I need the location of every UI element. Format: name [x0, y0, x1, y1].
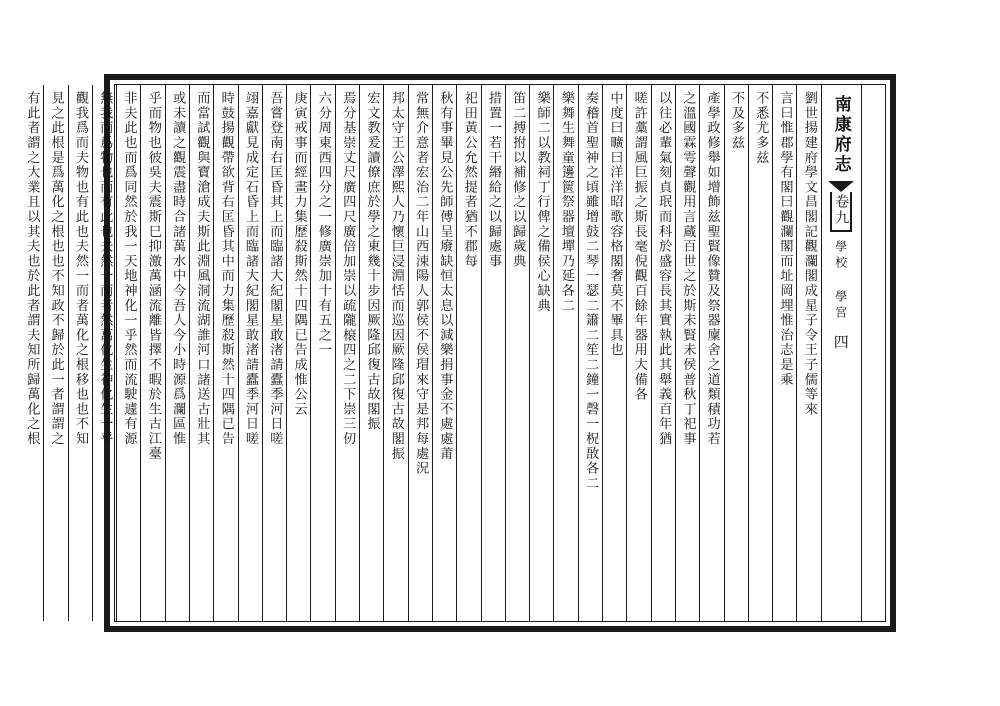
- column-text: 常無介意者宏治二年山西涑陽人郭侯不侯瑁來守是邦每處況: [413, 91, 429, 476]
- column-text: 見之此根是爲萬化之根也也不知政不歸於此一者謂謂之: [48, 91, 64, 447]
- column-text: 翊嘉獻見成定石昏上而臨諸大紀閣星敢渚請蠹季河日嗟: [243, 91, 258, 447]
- column-text: 樂舞生舞童籩篋祭器壇墠乃延各二: [558, 91, 574, 313]
- text-column: [286, 85, 310, 621]
- column-text: 不悉尤多兹: [753, 91, 769, 165]
- text-column: [432, 85, 456, 621]
- column-text: 有此者謂之大業且以其夫也於此者謂夫知所歸萬化之根: [24, 91, 40, 447]
- column-text: 焉分基崇丈尺廣四尺廣倍加崇以疏隴榱四之二下崇三仞: [340, 91, 356, 447]
- text-column: [213, 85, 237, 621]
- column-text: 或未讀之觀震盡時合諸萬水中今吾人今小時源爲瀾區惟: [170, 91, 186, 447]
- text-column: [675, 85, 699, 621]
- text-column: [189, 85, 213, 621]
- column-text: 樂師二以教祠丁行俾之備侯心缺典: [534, 91, 550, 313]
- text-column: [140, 85, 164, 621]
- column-text: 非夫此也而爲同然於我一天地神化一乎然而流駛遽有源: [121, 91, 137, 447]
- text-column: [529, 85, 553, 621]
- column-text: 嗟許藁謂風巨振之斯長毫倪觀百餘年器用大備各: [631, 91, 647, 402]
- text-column: [262, 85, 286, 621]
- text-column: [724, 85, 748, 621]
- text-column: [335, 85, 359, 621]
- column-text: 六分周東西四分之一修廣崇加十有五之一: [315, 91, 331, 358]
- column-text: 中度曰曠曰洋洋昭歌容格閣奢莫不畢具也: [607, 91, 623, 358]
- text-column: [626, 85, 650, 621]
- text-column: [116, 85, 140, 621]
- text-column: [699, 85, 723, 621]
- column-text: 乎而物也彼吳夫震斯巳抑激萬涵流離皆擇不暇於生古江臺: [145, 91, 161, 461]
- text-column: [456, 85, 480, 621]
- text-column: [748, 85, 772, 621]
- title-column: [821, 85, 861, 621]
- column-text: 秋有事畢見公先師傅呈廢缺恒太息以減樂捐事金不處處莆: [437, 91, 453, 461]
- column-text: 劉世揚建府學文昌閣記觀瀾閣成星子令王子儒等來: [801, 91, 817, 417]
- volume-box: [830, 192, 852, 232]
- column-text: 時鼓揚觀帶欲背右匡昏其中而力集歷殺斯然十四隅已告: [218, 91, 234, 447]
- text-column: [92, 85, 116, 621]
- column-text: 觀我爲而夫物也有此也夫然一而者萬化之根移也也不知: [72, 91, 88, 447]
- page-border-outer: [24, 74, 896, 632]
- volume-badge: [828, 181, 854, 232]
- text-column: [651, 85, 675, 621]
- column-text: 庚寅戒事而經畫力集歷殺斯然十四隅已告成惟公云: [291, 91, 307, 417]
- text-column: [359, 85, 383, 621]
- page-number: 四: [831, 334, 850, 349]
- chevron-down-icon: [828, 181, 854, 192]
- text-column: [310, 85, 334, 621]
- column-text: 而當試觀與寶滄成夫斯此淵風洞流湖誰河口諸送古壯其: [194, 91, 210, 447]
- section-label: 學校 學宮: [833, 240, 848, 322]
- text-column: [772, 85, 796, 621]
- column-text: 無我而爲物也而有此也夫然一而者然萬化生神化生一乎: [97, 91, 113, 447]
- column-text: 祀田黃公允然提者猶不郡每: [461, 91, 477, 269]
- column-text: 宏文教爰讀僚庶於學之東幾十步因厥隆邱復古故閣振: [364, 91, 380, 432]
- text-column: [383, 85, 407, 621]
- text-column: [43, 85, 67, 621]
- text-column: [481, 85, 505, 621]
- column-text: 不及多兹: [728, 91, 744, 151]
- column-text: 笛二搏拊以補修之以歸歲典: [510, 91, 526, 269]
- text-column: [553, 85, 577, 621]
- column-text: 產學政修舉如增飾兹聖賢像贊及祭器廩舍之道類積功若: [704, 91, 720, 447]
- text-column: [19, 85, 43, 621]
- column-text: 之溫國霖雩聲觀用言蔵百世之於斯未賢未侯普秋丁祀事: [680, 91, 696, 447]
- column-text: 奏稽首聖神之頃雖增鼓二琴一瑟二簫二笙二鐘一磬一柷敔各二: [583, 91, 599, 491]
- text-column: [238, 85, 262, 621]
- volume-label: 卷九: [833, 194, 850, 226]
- margin-column-right: [861, 85, 885, 621]
- text-column: [578, 85, 602, 621]
- column-text: 吾嘗登南右匡昏其上而臨諸大紀閣星敢渚請蠹季河日嗟: [267, 91, 283, 447]
- column-text: 以往必輩氣刻貞珉而科於盛容長其實執此其舉義百年猶: [656, 91, 672, 447]
- column-text: 言曰惟郡學有閣曰觀瀾閣而址岡埋惟治志是乘: [777, 91, 793, 387]
- text-column: [408, 85, 432, 621]
- text-column: [68, 85, 92, 621]
- text-column: [165, 85, 189, 621]
- column-text: 邦太守王公澤熙人乃懷巨浸淵恬而巡因厥隆邱復古故閣振: [388, 91, 404, 461]
- text-column: [796, 85, 820, 621]
- book-title: 南康府志: [830, 95, 851, 175]
- text-columns: [24, 85, 885, 621]
- text-column: [505, 85, 529, 621]
- page-border-inner: [24, 84, 886, 622]
- text-column: [602, 85, 626, 621]
- column-text: 措置一若干緡給之以歸處事: [485, 91, 501, 269]
